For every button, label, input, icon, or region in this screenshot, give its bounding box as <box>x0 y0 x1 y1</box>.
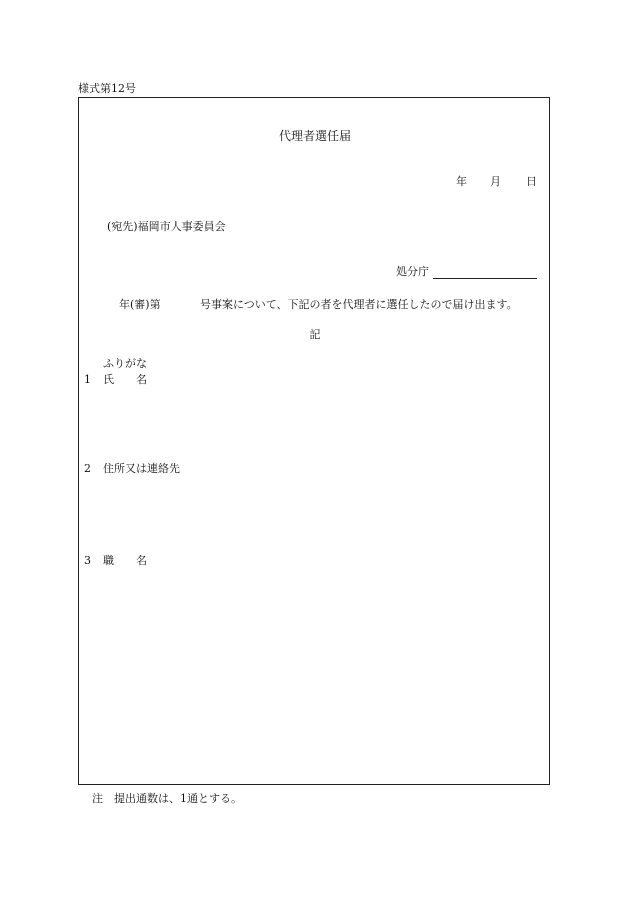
case-number-prefix: 年(審)第 <box>119 298 161 311</box>
name-field-label: 氏 名 <box>103 373 147 386</box>
ki-heading: 記 <box>309 328 321 341</box>
date-year-label: 年 <box>456 175 467 188</box>
item-number: 3 <box>84 554 91 567</box>
date-day-label: 日 <box>526 175 537 188</box>
address-field-label: 住所又は連絡先 <box>103 462 180 475</box>
agency-label: 処分庁 <box>396 265 429 278</box>
furigana-label: ふりがな <box>103 357 147 370</box>
form-number-label: 様式第12号 <box>78 82 136 95</box>
addressee: (宛先)福岡市人事委員会 <box>107 220 226 233</box>
date-month-label: 月 <box>490 175 501 188</box>
job-title-field-label: 職 名 <box>103 554 147 567</box>
footnote: 注 提出通数は、1通とする。 <box>92 792 242 805</box>
form-frame <box>78 97 550 785</box>
item-number: 1 <box>84 373 91 386</box>
item-number: 2 <box>84 462 91 475</box>
document-title: 代理者選任届 <box>278 129 351 143</box>
declaration-text: 号事案について、下記の者を代理者に選任したので届け出ます。 <box>200 298 518 311</box>
agency-signature-line <box>433 278 537 279</box>
